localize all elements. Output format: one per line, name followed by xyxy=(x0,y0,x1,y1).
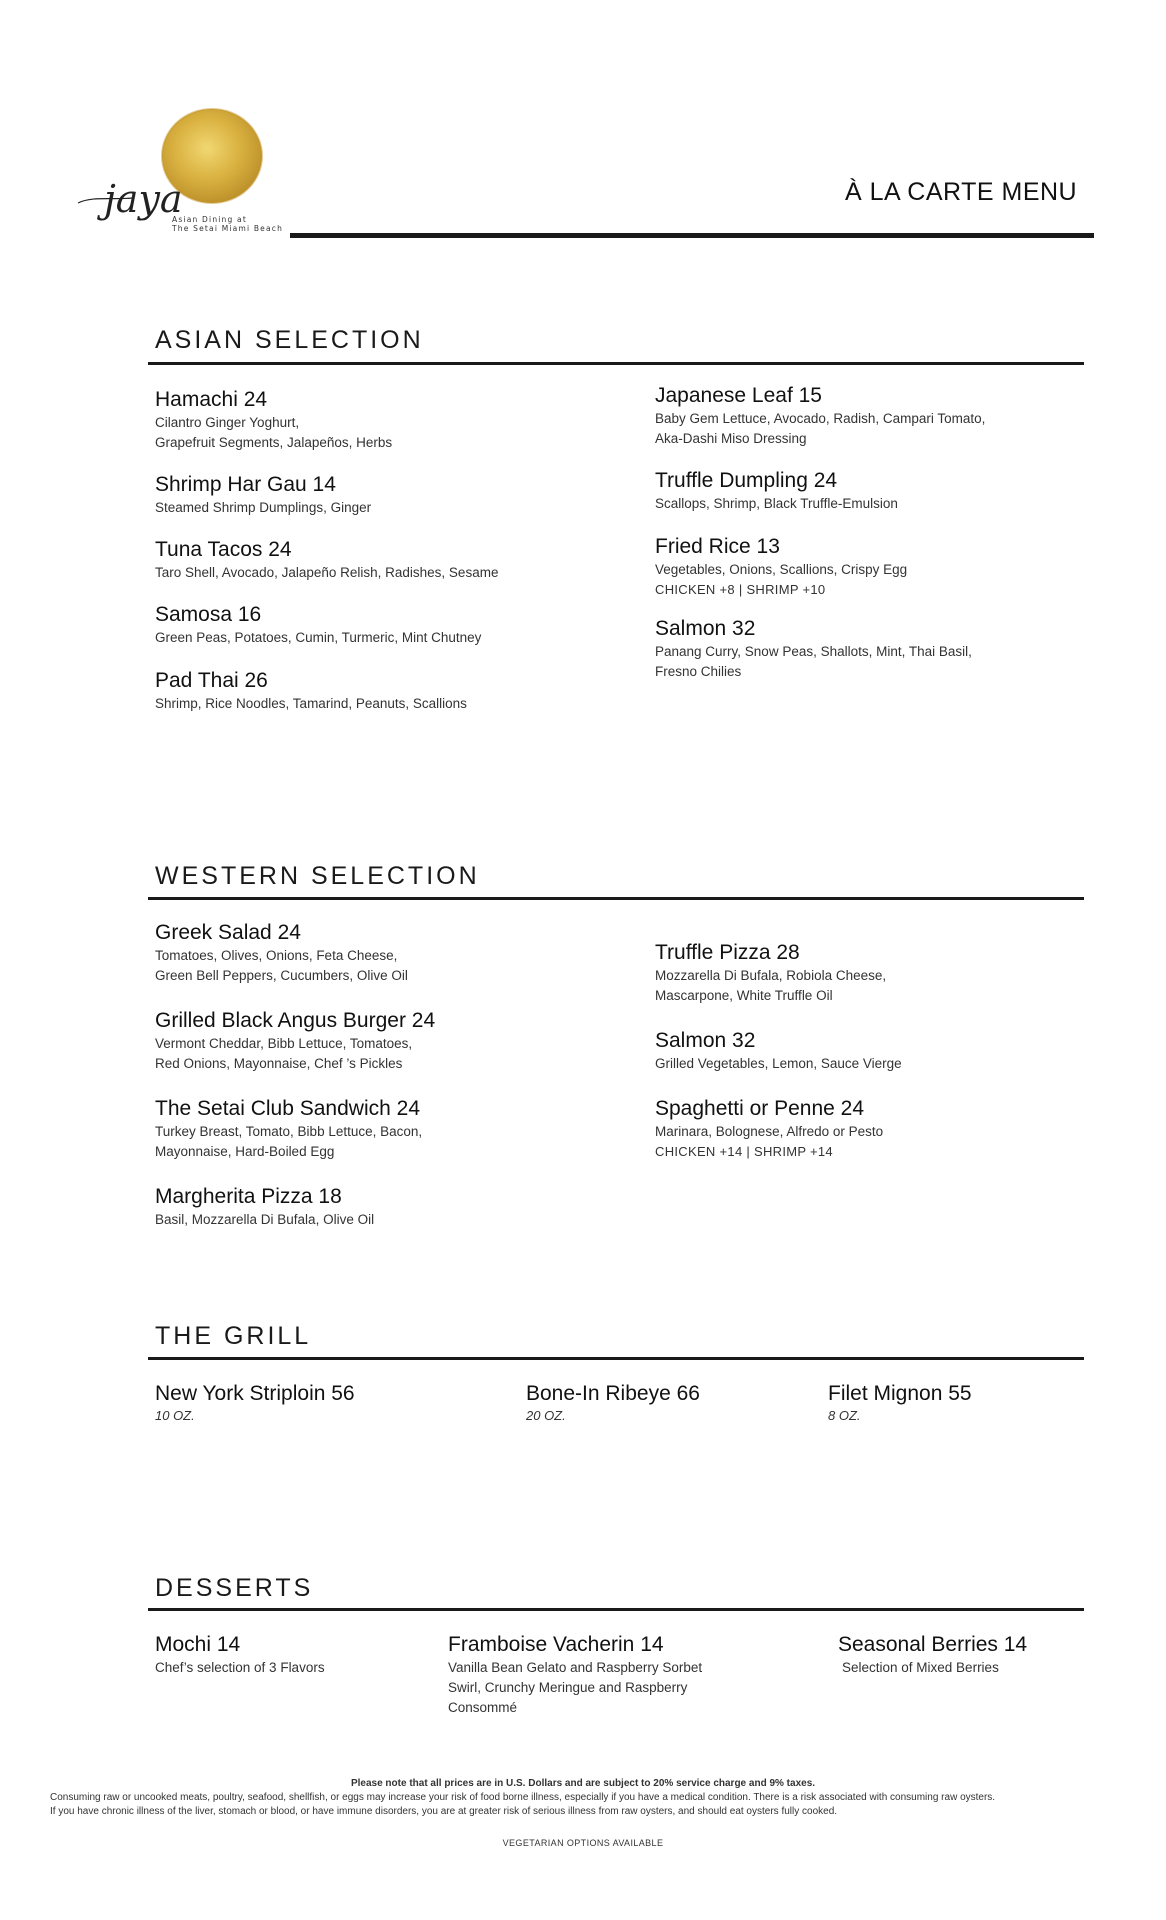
item-name: The Setai Club Sandwich 24 xyxy=(155,1097,420,1120)
section-title-desserts: DESSERTS xyxy=(155,1574,314,1602)
item-name: Grilled Black Angus Burger 24 xyxy=(155,1009,436,1032)
item-name: Tuna Tacos 24 xyxy=(155,538,292,561)
jaya-logo xyxy=(72,100,288,240)
price-note: Please note that all prices are in U.S. Dollars and are subject to 20% service charge and 9% taxes. xyxy=(350,1778,816,1789)
menu-item-angus-burger: Grilled Black Angus Burger 24 Vermont Cheddar, Bibb Lettuce, Tomatoes, Red Onions, Mayonnaise, Chef ’s Pickles xyxy=(155,1009,436,1071)
menu-item-filet-mignon: Filet Mignon 55 8 OZ. xyxy=(828,1382,972,1423)
menu-item-club-sandwich: The Setai Club Sandwich 24 Turkey Breast, Tomato, Bibb Lettuce, Bacon, Mayonnaise, Hard-Boiled Egg xyxy=(155,1097,423,1159)
item-name: Truffle Dumpling 24 xyxy=(655,469,838,492)
add-on-prices: CHICKEN +14 | SHRIMP +14 xyxy=(655,1144,833,1159)
item-name: Bone-In Ribeye 66 xyxy=(526,1382,700,1405)
header-divider xyxy=(290,233,1094,238)
item-name: Spaghetti or Penne 24 xyxy=(655,1097,864,1120)
item-name: Pad Thai 26 xyxy=(155,669,268,692)
menu-item-spaghetti-penne: Spaghetti or Penne 24 Marinara, Bolognese, Alfredo or Pesto CHICKEN +14 | SHRIMP +14 xyxy=(655,1096,883,1162)
item-name: Filet Mignon 55 xyxy=(828,1382,972,1405)
menu-item-ribeye: Bone-In Ribeye 66 20 OZ. xyxy=(526,1382,700,1423)
section-divider-asian xyxy=(148,362,1084,365)
item-name: Truffle Pizza 28 xyxy=(655,941,800,964)
menu-item-greek-salad: Greek Salad 24 Tomatoes, Olives, Onions, Feta Cheese, Green Bell Peppers, Cucumbers, Olive Oil xyxy=(155,921,408,983)
section-divider-grill xyxy=(148,1357,1084,1360)
menu-item-truffle-pizza: Truffle Pizza 28 Mozzarella Di Bufala, Robiola Cheese, Mascarpone, White Truffle Oil xyxy=(655,941,887,1003)
menu-item-samosa: Samosa 16 Green Peas, Potatoes, Cumin, Turmeric, Mint Chutney xyxy=(155,603,482,645)
item-name: Seasonal Berries 14 xyxy=(838,1633,1028,1656)
menu-item-framboise-vacherin: Framboise Vacherin 14 Vanilla Bean Gelato and Raspberry Sorbet Swirl, Crunchy Meringue and Raspberry Consommé xyxy=(448,1633,703,1715)
item-name: Mochi 14 xyxy=(155,1633,241,1656)
logo-wordmark: jaya xyxy=(104,177,183,221)
vegetarian-note: VEGETARIAN OPTIONS AVAILABLE xyxy=(502,1838,664,1848)
item-name: Japanese Leaf 15 xyxy=(655,384,822,407)
menu-item-shrimp-har-gau: Shrimp Har Gau 14 Steamed Shrimp Dumplings, Ginger xyxy=(155,473,372,515)
menu-item-seasonal-berries: Seasonal Berries 14 Selection of Mixed Berries xyxy=(838,1633,1028,1675)
menu-item-tuna-tacos: Tuna Tacos 24 Taro Shell, Avocado, Jalapeño Relish, Radishes, Sesame xyxy=(155,538,499,580)
menu-item-fried-rice: Fried Rice 13 Vegetables, Onions, Scallions, Crispy Egg CHICKEN +8 | SHRIMP +10 xyxy=(655,534,907,600)
menu-item-hamachi: Hamachi 24 Cilantro Ginger Yoghurt, Grapefruit Segments, Jalapeños, Herbs xyxy=(155,388,393,450)
section-title-western: WESTERN SELECTION xyxy=(155,862,480,890)
item-name: Shrimp Har Gau 14 xyxy=(155,473,336,496)
svg-text:The Setai Miami Beach: The Setai Miami Beach xyxy=(172,224,284,233)
menu-item-salmon-curry: Salmon 32 Panang Curry, Snow Peas, Shallots, Mint, Thai Basil, Fresno Chilies xyxy=(655,617,972,679)
menu-item-truffle-dumpling: Truffle Dumpling 24 Scallops, Shrimp, Black Truffle-Emulsion xyxy=(655,469,898,511)
menu-title: À LA CARTE MENU xyxy=(845,178,1078,206)
item-name: Salmon 32 xyxy=(655,1029,756,1052)
section-divider-desserts xyxy=(148,1608,1084,1611)
section-title-grill: THE GRILL xyxy=(155,1322,312,1350)
item-name: Salmon 32 xyxy=(655,617,756,640)
menu-item-salmon-grilled: Salmon 32 Grilled Vegetables, Lemon, Sauce Vierge xyxy=(655,1029,902,1071)
section-title-asian: ASIAN SELECTION xyxy=(155,326,424,354)
item-name: Samosa 16 xyxy=(155,603,262,626)
menu-item-mochi: Mochi 14 Chef’s selection of 3 Flavors xyxy=(155,1633,325,1675)
item-name: Fried Rice 13 xyxy=(655,535,780,558)
health-disclaimer: Consuming raw or uncooked meats, poultry, seafood, shellfish, or eggs may increase your risk of food borne illness, especially if you have a medical condition. There is a risk associated with consuming raw oysters. If you have chronic illness of the liver, stomach or blood, or have immune disorders, you are at greater risk of serious illness from raw oysters, and should eat oysters fully cooked. xyxy=(50,1792,996,1817)
add-on-prices: CHICKEN +8 | SHRIMP +10 xyxy=(655,582,826,597)
item-name: Hamachi 24 xyxy=(155,388,268,411)
svg-text:Asian Dining at: Asian Dining at xyxy=(172,215,247,224)
menu-item-margherita-pizza: Margherita Pizza 18 Basil, Mozzarella Di Bufala, Olive Oil xyxy=(155,1185,375,1227)
menu-item-japanese-leaf: Japanese Leaf 15 Baby Gem Lettuce, Avocado, Radish, Campari Tomato, Aka-Dashi Miso Dressing xyxy=(655,384,986,446)
menu-item-pad-thai: Pad Thai 26 Shrimp, Rice Noodles, Tamarind, Peanuts, Scallions xyxy=(155,669,467,711)
item-name: Margherita Pizza 18 xyxy=(155,1185,342,1208)
item-name: Greek Salad 24 xyxy=(155,921,301,944)
section-divider-western xyxy=(148,897,1084,900)
item-name: New York Striploin 56 xyxy=(155,1382,355,1405)
menu-item-ny-striploin: New York Striploin 56 10 OZ. xyxy=(155,1382,355,1423)
item-name: Framboise Vacherin 14 xyxy=(448,1633,664,1656)
